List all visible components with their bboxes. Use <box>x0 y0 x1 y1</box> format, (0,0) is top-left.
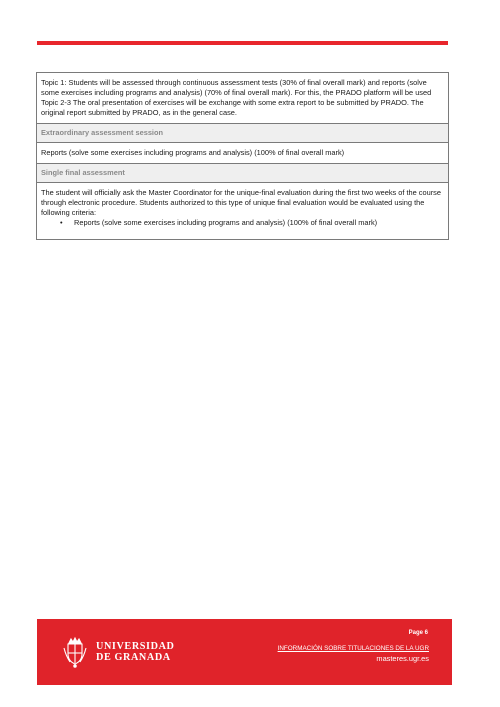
degrees-info-link[interactable]: INFORMACIÓN SOBRE TITULACIONES DE LA UGR <box>277 645 429 652</box>
single-final-cell <box>37 183 448 239</box>
bullet-icon: • <box>60 218 63 227</box>
website-link[interactable]: masteres.ugr.es <box>376 654 429 663</box>
coat-of-arms-icon <box>63 636 87 668</box>
criteria-list <box>41 218 444 228</box>
university-line-1: UNIVERSIDAD <box>96 641 175 652</box>
university-wordmark <box>96 641 175 663</box>
page-footer <box>37 619 452 685</box>
ordinary-assessment-cell <box>37 73 448 124</box>
single-final-heading: Single final assessment <box>37 164 448 183</box>
university-line-2: DE GRANADA <box>96 652 171 663</box>
page-number: Page 6 <box>408 630 428 636</box>
top-accent-rule <box>37 41 448 45</box>
assessment-table <box>36 72 449 240</box>
single-final-paragraph: The student will officially ask the Master Coordinator for the unique-final evaluation during the first two weeks of the course through electronic procedure. Students authorized to this type of unique final evaluation would be evaluated using the following criteria: <box>41 188 441 217</box>
criteria-item-text: Reports (solve some exercises including programs and analysis) (100% of final overall mark) <box>74 218 378 227</box>
list-item <box>41 218 444 228</box>
topic-1-paragraph: Topic 1: Students will be assessed through continuous assessment tests (30% of final overall mark) and reports (solve some exercises including programs and analysis) (70% of final overall mark). For this, the PRADO platform will be used <box>41 78 432 97</box>
extraordinary-heading: Extraordinary assessment session <box>37 124 448 143</box>
topic-2-3-paragraph: Topic 2-3 The oral presentation of exercises will be exchange with some extra report to be submitted by PRADO. The original report submitted by PRADO, as in the general case. <box>41 98 424 117</box>
extraordinary-text: Reports (solve some exercises including programs and analysis) (100% of final overall mark) <box>37 143 448 164</box>
